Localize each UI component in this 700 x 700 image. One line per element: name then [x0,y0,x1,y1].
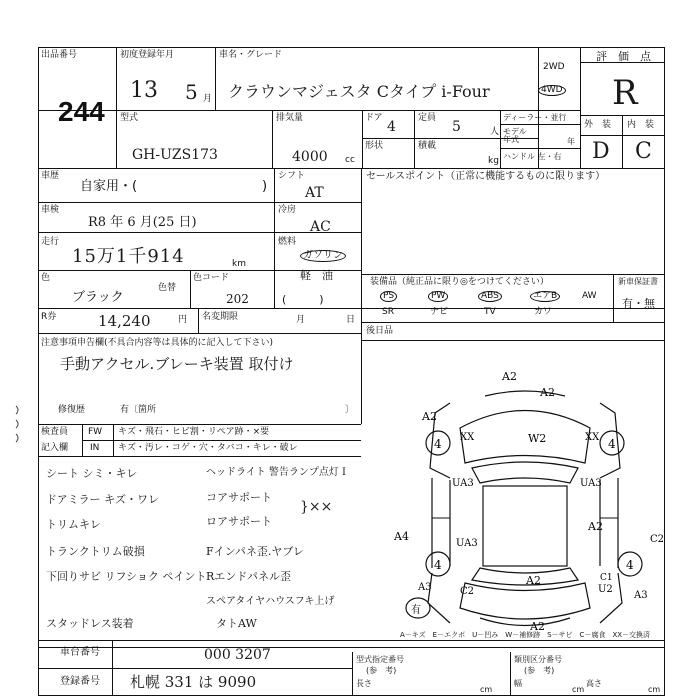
damage-mark: A2 [588,520,603,533]
caution-label: 注意事項申告欄(不具合内容等は具体的に記入して下さい) [41,338,274,348]
color-code-value: 202 [226,292,249,306]
note-right-4: Fインパネ歪.ヤブレ [206,545,304,558]
classification-label: 類別区分番号 [514,655,562,664]
grid-line [116,47,117,168]
rear-left-fender [428,573,450,623]
damage-mark: A2 [540,386,555,399]
drive-4wd: 4WD [538,85,566,96]
note-left-3: トリムキレ [46,518,101,531]
trunk-outline [460,583,590,619]
equipment-title: 装備品（純正品に限り◎をつけてください） [370,277,549,287]
equip-navi: ナビ [430,307,449,317]
damage-mark: A2 [422,410,437,423]
doors-value: 4 [387,119,396,135]
grid-line [274,168,275,308]
note-left-1: シート シミ・キレ [46,467,138,480]
displacement-label: 排気量 [276,113,304,123]
damage-mark: C2 [460,586,475,597]
model-code-label: 型式 [120,113,139,123]
grid-line [500,148,580,149]
grid-line [361,168,362,424]
grade-value: R [612,73,638,113]
damage-mark: A4 [394,530,409,543]
grid-line [38,202,361,203]
month-unit: 月 [203,94,213,104]
vehicle-diagram [380,368,670,638]
note-right-1: ヘッドライト 警告ランプ点灯 I [206,467,347,478]
margin-marks [8,400,38,450]
height-unit: cm [648,685,661,694]
damage-mark: UA3 [456,538,478,549]
damage-mark: UA3 [452,478,474,489]
damage-mark: A2 [530,620,545,633]
history-close: ) [262,179,268,194]
grid-line [38,308,665,309]
dealer-label: ディーラー・並行 [503,113,567,122]
damage-mark: U2 [598,584,613,595]
roof [483,486,567,566]
equip-sr: SR [382,307,394,317]
fw-label: FW [88,427,103,437]
equip-tv: TV [484,307,496,317]
grid-line [580,47,581,168]
exterior-label: 外 装 [584,120,612,130]
windshield [472,462,578,483]
history-value: 自家用・( [80,179,138,194]
grade-label: 評 価 点 [596,50,651,63]
lot-number-label: 出品番号 [41,50,78,60]
width-unit: cm [572,685,585,694]
designated-label: 型式指定番号 [356,655,404,664]
fuel-label: 燃料 [278,237,297,247]
fuel-diesel: 軽 油 [300,269,333,282]
repair-label: 修復歴 [58,405,86,415]
chassis-label: 車台番号 [60,647,100,658]
warranty-label: 新車保証書 [618,277,658,286]
recycle-unit: 円 [178,315,188,325]
grid-line [613,274,614,322]
model-grade-label: 車名・グレード [219,50,283,60]
inspection-label: 車検 [41,205,60,215]
registration-label: 登録番号 [60,676,100,687]
displacement-unit: cc [345,155,355,165]
repair-value: 有〔箇所 [120,405,157,415]
color-change-label: 色替 [158,283,177,293]
mileage-unit: km [232,259,246,269]
tire-grade: 4 [608,437,616,451]
tire-grade: 4 [434,558,442,572]
grid-line [38,110,580,111]
grid-line [38,424,361,425]
equip-ps: PS [380,291,397,302]
ac-label: 冷房 [278,205,297,215]
equip-leather: カワ [534,307,553,317]
note-left-2: ドアミラー キズ・ワレ [46,493,159,506]
first-registration-label: 初度登録年月 [120,50,175,60]
designated-ref: (参 考) [366,666,397,675]
grid-line [622,115,623,168]
grid-line [414,110,415,168]
writer-label: 記入欄 [41,443,69,453]
hood-outline [460,411,590,464]
name-change-day: 日 [346,315,356,325]
recycle-value: 14,240 [98,312,151,330]
grid-line [361,340,665,341]
registration-value: 札幌 331 は 9090 [130,673,257,691]
note-left-6: スタッドレス装着 [46,617,134,630]
note-left-4: トランクトリム破損 [46,545,145,558]
grid-line [82,440,361,441]
recycle-label: R券 [41,312,57,322]
classification-ref: (参 考) [524,666,555,675]
color-label: 色 [41,273,51,283]
damage-mark: A3 [418,582,432,593]
year-unit: 年 [567,137,575,146]
grid-line [190,270,191,308]
tire-grade: 4 [434,437,442,451]
inspector-label: 検査員 [41,427,69,437]
interior-grade: C [635,139,652,164]
spare-label: 有 [411,605,421,616]
handle-label: ハンドル 左・右 [503,152,562,161]
grid-line [361,322,665,323]
damage-mark: A2 [502,370,517,383]
grid-line [38,456,361,457]
lot-number: 244 [58,96,105,127]
drive-2wd: 2WD [543,62,565,72]
note-right-5: Rエンドパネル歪 [206,570,292,583]
chassis-value: 000 3207 [204,647,271,663]
equip-pw: PW [428,291,448,302]
damage-mark: W2 [528,432,547,445]
history-label: 車歴 [41,171,60,181]
in-items: キズ・汚レ・コゲ・穴・タバコ・キレ・破レ [118,443,298,453]
repair-close: 〕 [345,405,355,415]
damage-mark: A3 [634,590,648,601]
damage-mark: C1 [600,573,613,583]
caution-value: 手動アクセル.ブレーキ装置 取付け [60,355,294,373]
length-label: 長さ [356,679,372,688]
note-right-3: ロアサポート [206,515,272,528]
damage-legend: A－キズ E－エクボ U－凹み W－補修跡 S－サビ C－腐食 XX－交換済 [400,631,651,639]
damage-mark: XX [460,432,475,443]
note-tire: タトAW [216,617,257,630]
shape-label: 形状 [365,141,384,151]
after-items-label: 後日品 [366,326,394,336]
note-bracket: }×× [300,499,333,515]
note-right-2: コアサポート [206,491,272,504]
note-right-6: スペアタイヤハウスフキ上げ [206,596,335,607]
capacity-label: 定員 [418,113,437,123]
rear-window [472,568,578,585]
first-registration-year: 13 [130,78,158,103]
sales-point-title: セールスポイント（正常に機能するものに限ります） [366,171,606,182]
width-label: 幅 [514,679,522,688]
tire-grade: 4 [626,558,634,572]
damage-mark: UA3 [580,478,602,489]
mileage-value: 15万1千914 [72,246,185,267]
name-change-month: 月 [296,315,306,325]
color-code-paren: ( ) [282,293,324,306]
damage-mark: C2 [650,534,665,545]
fw-items: キズ・飛石・ヒビ割・リペア跡・×要 [118,427,270,437]
capacity-value: 5 [452,119,461,135]
load-label: 積載 [418,141,437,151]
height-label: 高さ [586,679,602,688]
equip-abs: ABS [478,291,502,302]
grid-line [500,110,501,168]
grid-line [361,274,665,275]
note-left-5: 下回りサビ リフショク ペイント [46,570,207,583]
doors-label: ドア [365,113,383,123]
grid-line [38,168,665,169]
grid-line [538,47,539,168]
left-side [432,478,450,568]
length-unit: cm [480,685,493,694]
ac-value: AC [310,219,331,235]
fuel-gasoline: ガソリン [300,250,346,262]
name-change-label: 名変期限 [202,312,239,322]
color-value: ブラック [72,290,124,305]
exterior-grade: D [592,139,610,164]
model-code-value: GH-UZS173 [132,147,218,163]
equip-aw: AW [582,291,597,301]
grid-line [500,124,580,125]
capacity-unit: 人 [490,127,500,137]
grid-line [272,110,273,168]
damage-mark: A2 [526,574,541,587]
warranty-value: 有・無 [622,297,655,310]
equip-airbag: エアB [530,291,560,302]
interior-label: 内 装 [627,120,655,130]
displacement-value: 4000 [292,149,328,165]
grid-line [198,308,199,333]
shift-value: AT [305,185,324,201]
model-grade-value: クラウンマジェスタ Cタイプ i-Four [228,82,490,101]
first-registration-month: 5 [185,80,198,104]
damage-mark: XX [585,432,600,443]
inspection-value: R8 年 6 月(25 日) [88,215,197,230]
load-unit: kg [488,156,499,166]
in-label: IN [90,443,100,453]
grid-line [215,47,216,110]
grid-line [362,110,363,168]
mileage-label: 走行 [41,237,60,247]
model-year-label: モデル 年式 [503,127,527,144]
grid-line [38,333,361,334]
shift-label: シフト [278,171,306,181]
color-code-label: 色コード [193,273,230,283]
